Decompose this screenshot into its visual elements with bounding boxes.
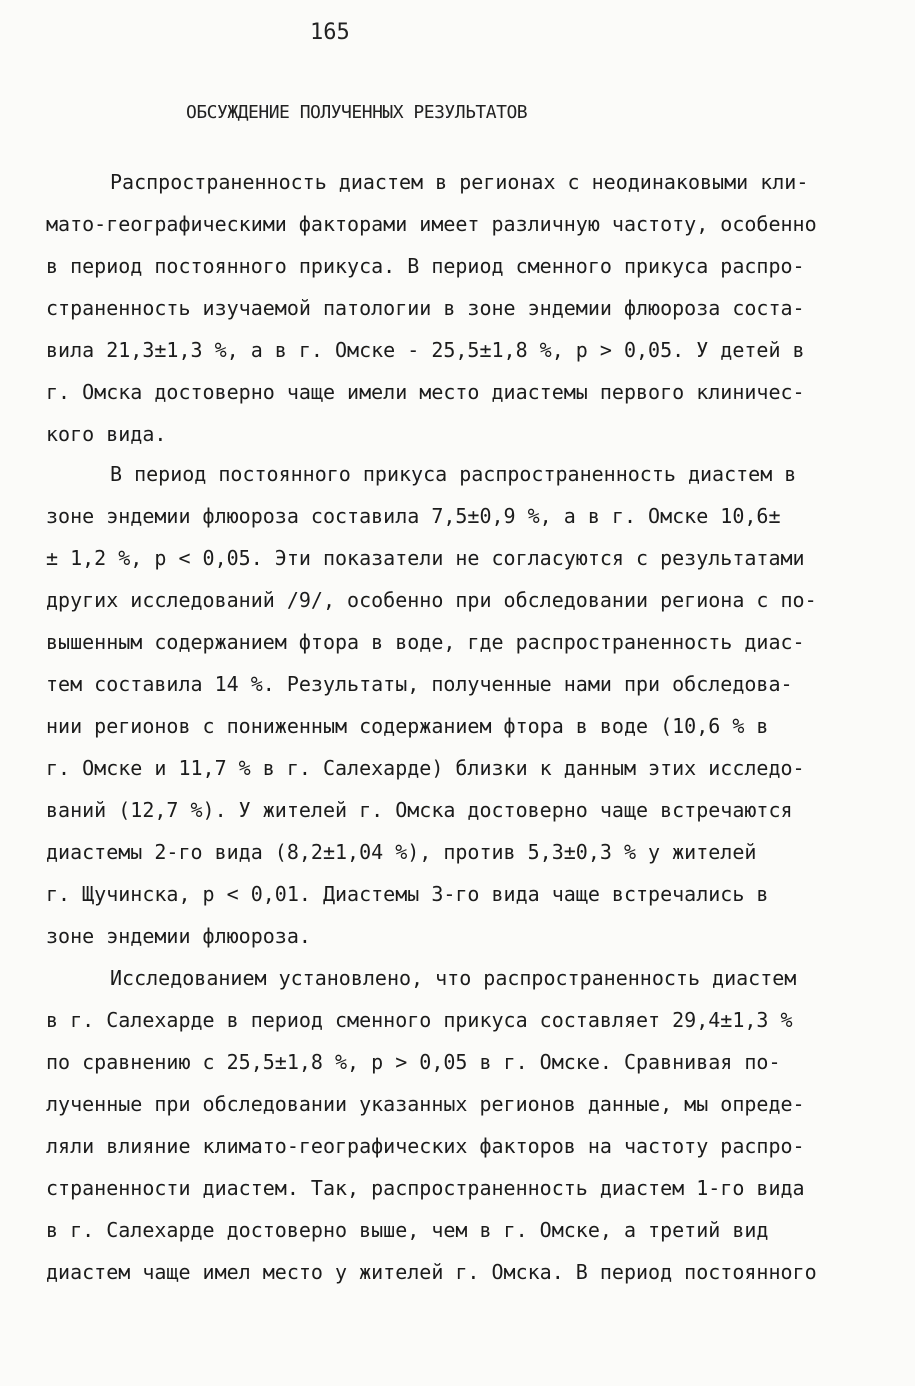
text-line: В период постоянного прикуса распространенность диастем в (110, 462, 797, 486)
text-line: г. Щучинска, р < 0,01. Диастемы 3-го вида чаще встречались в (46, 882, 769, 906)
section-heading: ОБСУЖДЕНИЕ ПОЛУЧЕННЫХ РЕЗУЛЬТАТОВ (186, 102, 528, 123)
text-line: страненность изучаемой патологии в зоне эндемии флюороза соста- (46, 296, 805, 320)
text-line: нии регионов с пониженным содержанием фтора в воде (10,6 % в (46, 714, 769, 738)
text-line: вила 21,3±1,3 %, а в г. Омске - 25,5±1,8 %, р > 0,05. У детей в (46, 338, 805, 362)
text-line: диастемы 2-го вида (8,2±1,04 %), против 5,3±0,3 % у жителей (46, 840, 757, 864)
text-line: г. Омске и 11,7 % в г. Салехарде) близки к данным этих исследо- (46, 756, 805, 780)
text-line: по сравнению с 25,5±1,8 %, р > 0,05 в г. Омске. Сравнивая по- (46, 1050, 781, 1074)
page-number: 165 (310, 20, 350, 45)
text-line: лученные при обследовании указанных регионов данные, мы опреде- (46, 1092, 805, 1116)
text-line: Исследованием установлено, что распространенность диастем (110, 966, 797, 990)
text-line: кого вида. (46, 422, 167, 446)
text-line: тем составила 14 %. Результаты, полученные нами при обследова- (46, 672, 793, 696)
text-line: Распространенность диастем в регионах с неодинаковыми кли- (110, 170, 809, 194)
text-line: других исследований /9/, особенно при обследовании региона с по- (46, 588, 817, 612)
text-line: вышенным содержанием фтора в воде, где распространенность диас- (46, 630, 805, 654)
text-line: зоне эндемии флюороза составила 7,5±0,9 %, а в г. Омске 10,6± (46, 504, 781, 528)
text-line: ляли влияние климато-географических факторов на частоту распро- (46, 1134, 805, 1158)
text-line: г. Омска достоверно чаще имели место диастемы первого клиничес- (46, 380, 805, 404)
text-line: мато-географическими факторами имеет различную частоту, особенно (46, 212, 817, 236)
text-line: в период постоянного прикуса. В период сменного прикуса распро- (46, 254, 805, 278)
text-line: зоне эндемии флюороза. (46, 924, 311, 948)
text-line: в г. Салехарде достоверно выше, чем в г. Омске, а третий вид (46, 1218, 769, 1242)
text-line: ± 1,2 %, р < 0,05. Эти показатели не согласуются с результатами (46, 546, 805, 570)
text-line: ваний (12,7 %). У жителей г. Омска достоверно чаще встречаются (46, 798, 793, 822)
text-line: диастем чаще имел место у жителей г. Омска. В период постоянного (46, 1260, 817, 1284)
text-line: страненности диастем. Так, распространенность диастем 1-го вида (46, 1176, 805, 1200)
text-line: в г. Салехарде в период сменного прикуса составляет 29,4±1,3 % (46, 1008, 793, 1032)
